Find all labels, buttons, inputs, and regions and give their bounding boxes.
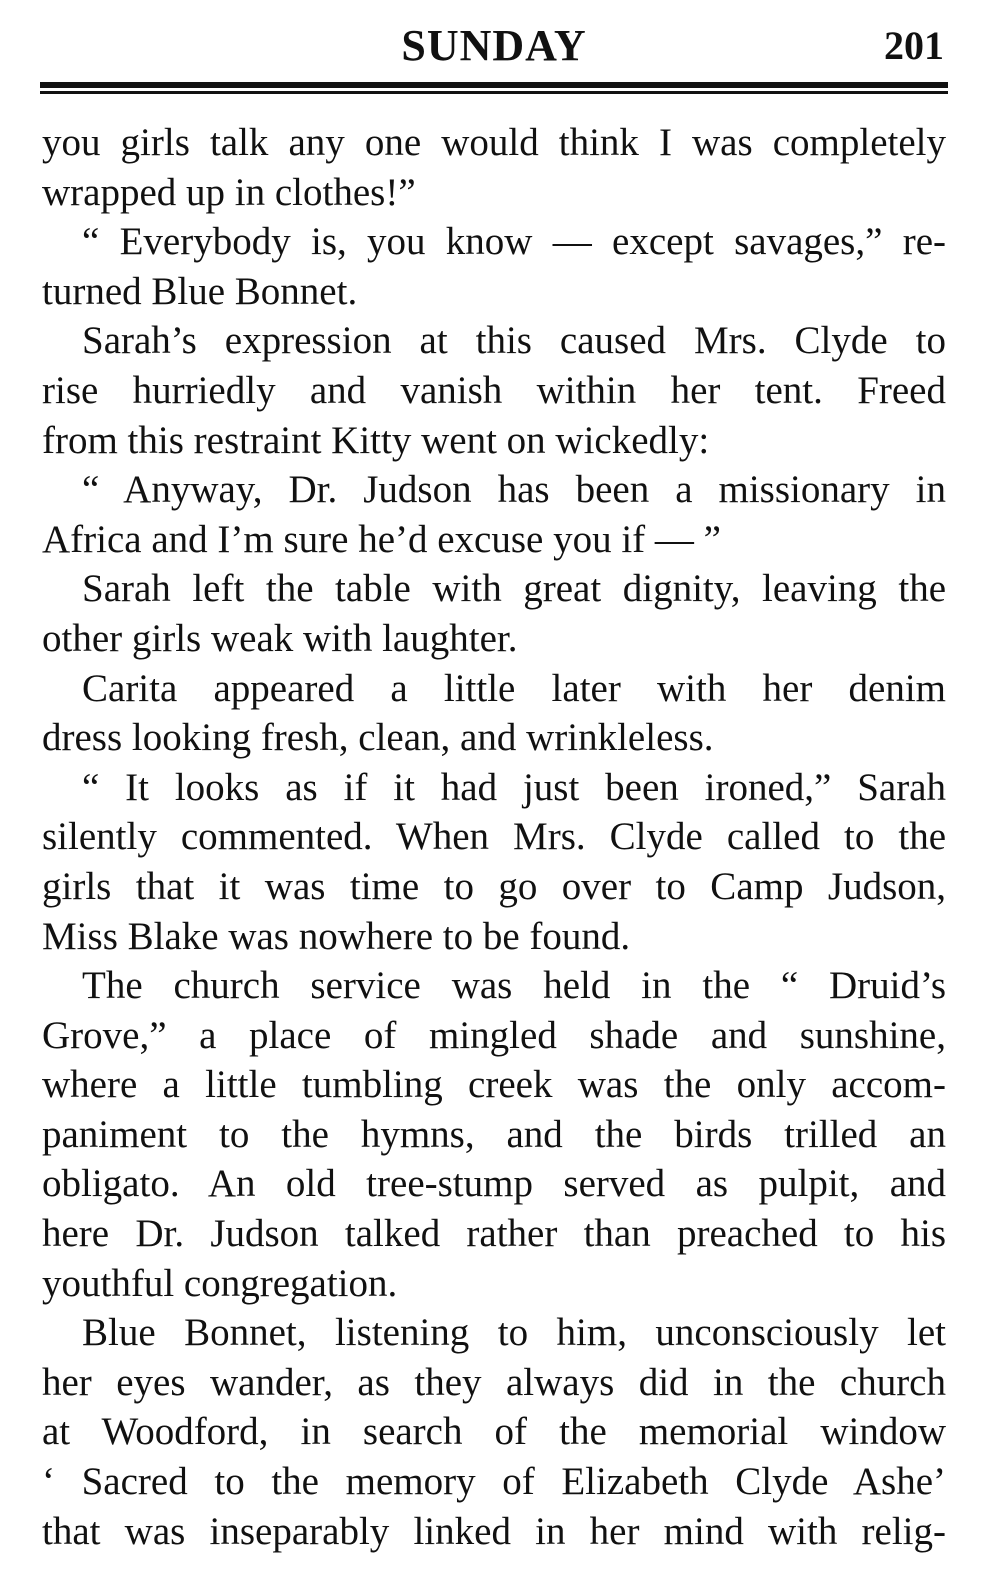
text-line: “ Everybody is, you know — except savages,” re- [82, 220, 946, 264]
running-head [40, 18, 948, 74]
text-line: where a little tumbling creek was the only accom- [42, 1063, 946, 1107]
body-text [42, 118, 946, 1556]
text-line: rise hurriedly and vanish within her tent. Freed [42, 368, 946, 412]
text-line: wrapped up in clothes!” [42, 170, 416, 214]
text-line: silently commented. When Mrs. Clyde called to the [42, 815, 946, 859]
text-line: Grove,” a place of mingled shade and sunshine, [42, 1013, 946, 1057]
text-line: Sarah left the table with great dignity, leaving the [82, 567, 946, 611]
text-line: her eyes wander, as they always did in the church [42, 1360, 946, 1404]
text-line: The church service was held in the “ Druid’s [82, 964, 946, 1008]
text-line: here Dr. Judson talked rather than preached to his [42, 1212, 946, 1256]
header-rule-thin [40, 91, 948, 94]
text-line: that was inseparably linked in her mind with relig- [42, 1509, 946, 1553]
text-line: Sarah’s expression at this caused Mrs. Clyde to [82, 319, 946, 363]
text-line: from this restraint Kitty went on wickedly: [42, 418, 710, 462]
text-line: Africa and I’m sure he’d excuse you if — ” [42, 517, 721, 561]
text-line: other girls weak with laughter. [42, 616, 518, 660]
text-line: “ It looks as if it had just been ironed,” Sarah [82, 765, 946, 809]
text-line: obligato. An old tree-stump served as pulpit, and [42, 1162, 946, 1206]
page-number: 201 [884, 23, 944, 68]
text-line: girls that it was time to go over to Camp Judson, [42, 864, 946, 908]
text-line: Carita appeared a little later with her denim [82, 666, 946, 710]
text-line: dress looking fresh, clean, and wrinkleless. [42, 716, 714, 760]
text-line: youthful congregation. [42, 1261, 398, 1305]
text-line: turned Blue Bonnet. [42, 269, 358, 313]
text-line: “ Anyway, Dr. Judson has been a missionary in [82, 468, 946, 512]
text-line: paniment to the hymns, and the birds trilled an [42, 1112, 946, 1156]
text-line: ‘ Sacred to the memory of Elizabeth Clyde Ashe’ [42, 1460, 946, 1504]
chapter-title: SUNDAY [401, 21, 587, 70]
header-rule-thick [40, 82, 948, 88]
text-line: at Woodford, in search of the memorial window [42, 1410, 946, 1454]
text-line: Miss Blake was nowhere to be found. [42, 914, 631, 958]
text-line: you girls talk any one would think I was completely [42, 121, 946, 164]
text-line: Blue Bonnet, listening to him, unconsciously let [82, 1311, 946, 1355]
